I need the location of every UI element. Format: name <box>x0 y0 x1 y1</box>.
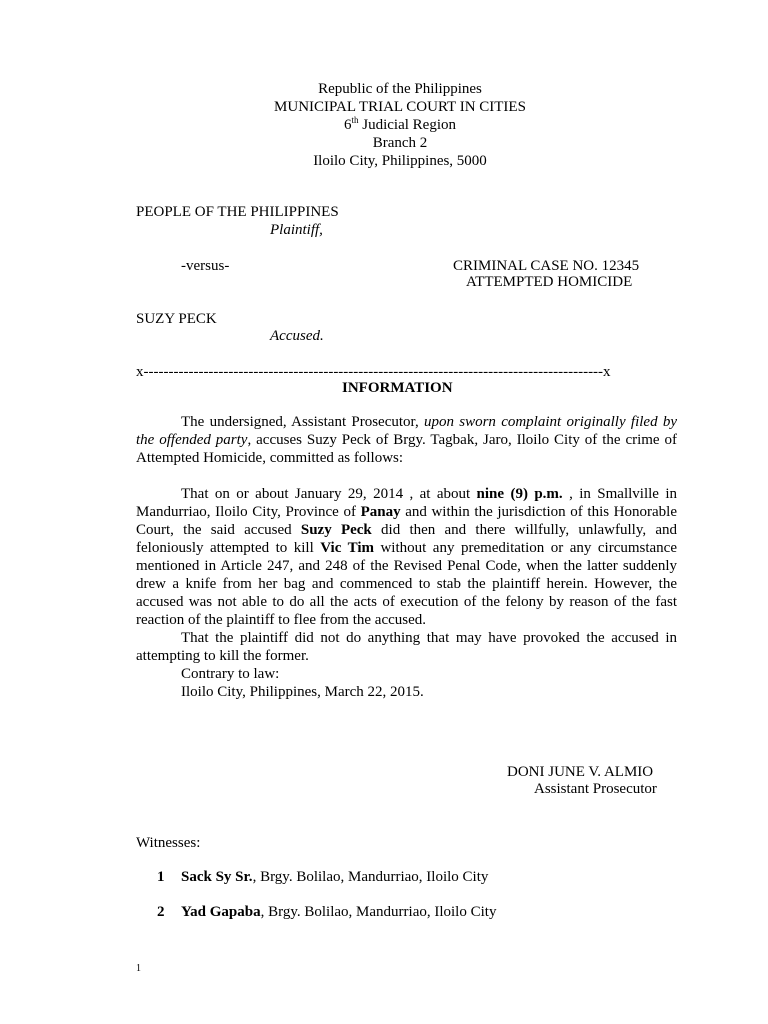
versus-label: -versus- <box>181 258 230 274</box>
header-branch: Branch 2 <box>372 135 428 151</box>
place-date: Iloilo City, Philippines, March 22, 2015. <box>181 684 424 700</box>
provocation-paragraph: That the plaintiff did not do anything that may have provoked the accused in attempting to kill the former. <box>136 630 677 664</box>
witness-item: 1 Sack Sy Sr., Brgy. Bolilao, Mandurriao, Iloilo City <box>157 869 489 885</box>
header-court: MUNICIPAL TRIAL COURT IN CITIES <box>274 99 526 115</box>
body-paragraph: That on or about January 29, 2014 , at about nine (9) p.m. , in Smallville in Mandurriao, Iloilo City, Province of Panay and within the jurisdiction of this Honorable Court, the said accused Suzy Peck did then and there willfully, unlawfully, and feloniously attempted to kill Vic Tim without any premeditation or any circumstance mentioned in Article 247, and 248 of the Revised Penal Code, when the latter suddenly drew a knife from her bag and commenced to stab the plaintiff herein. However, the accused was not able to do all the acts of execution of the felony by reason of the fast reaction of the plaintiff to flee from the accused. That the plaintiff did not do anything that may have provoked the accused in attempting to kill the former. Contrary to law: Iloilo City, Philippines, March 22, 2015. <box>136 486 677 700</box>
accused-name: SUZY PECK <box>136 311 217 327</box>
witnesses-label: Witnesses: <box>136 835 201 851</box>
plaintiff-name: PEOPLE OF THE PHILIPPINES <box>136 204 339 220</box>
page-number: 1 <box>136 963 141 974</box>
header-region: 6th Judicial Region <box>343 115 456 133</box>
case-title: ATTEMPTED HOMICIDE <box>466 274 633 290</box>
signatory-title: Assistant Prosecutor <box>534 781 657 797</box>
header-republic: Republic of the Philippines <box>318 81 482 97</box>
contrary-to-law: Contrary to law: <box>181 666 280 682</box>
plaintiff-role: Plaintiff, <box>270 222 323 238</box>
header-address: Iloilo City, Philippines, 5000 <box>313 153 487 169</box>
witness-item: 2 Yad Gapaba, Brgy. Bolilao, Mandurriao, Iloilo City <box>157 904 497 920</box>
intro-paragraph: The undersigned, Assistant Prosecutor, upon sworn complaint originally filed by the offended party, accuses Suzy Peck of Brgy. Tagbak, Jaro, Iloilo City of the crime of Attempted Homicide, committed as follows: <box>136 414 677 466</box>
document-title: INFORMATION <box>342 380 453 396</box>
case-number: CRIMINAL CASE NO. 12345 <box>453 258 640 274</box>
separator-line: x--------------------------------------------------------------------------------------------x <box>136 364 611 380</box>
accused-role: Accused. <box>270 328 324 344</box>
signatory-name: DONI JUNE V. ALMIO <box>507 764 654 780</box>
court-header <box>0 80 768 170</box>
